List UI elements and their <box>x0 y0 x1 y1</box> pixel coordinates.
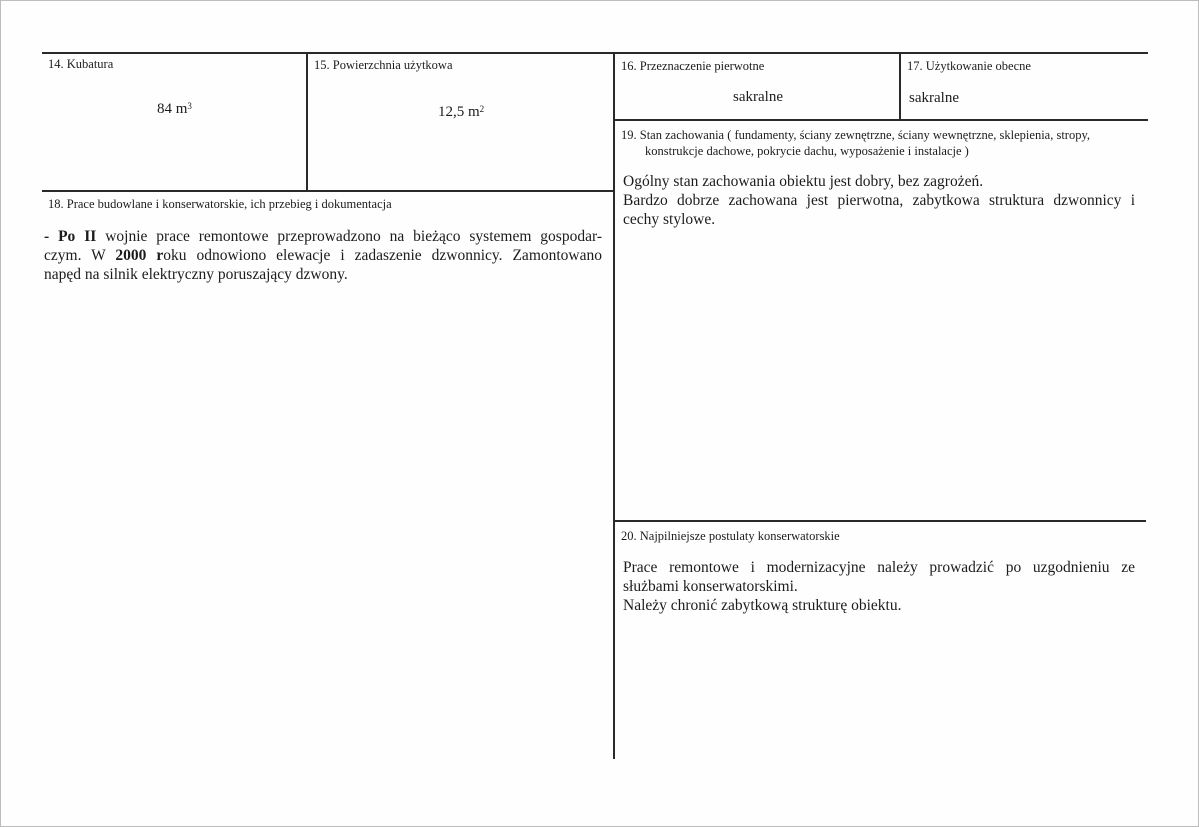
stan-label <box>621 127 1146 159</box>
rule-below-16-17 <box>615 119 1148 121</box>
powierzchnia-value: 12,5 $m^2$ <box>438 104 485 120</box>
postulaty-line-1: Prace remontowe i modernizacyjne należy prowadzić po uzgodnieniu ze <box>623 559 1135 576</box>
center-divider <box>613 52 615 759</box>
powierzchnia-label: 15. Powierzchnia użytkowa <box>314 58 453 72</box>
postulaty-label: 20. Najpilniejsze postulaty konserwatorskie <box>621 529 840 543</box>
kubatura-label: 14. Kubatura <box>48 57 114 71</box>
stan-line-3: cechy stylowe. <box>623 211 716 228</box>
stan-label-line-1: 19. Stan zachowania ( fundamenty, ściany zewnętrzne, ściany wewnętrzne, sklepienia, stropy, <box>621 128 1091 142</box>
stan-text <box>623 172 1135 229</box>
stan-line-1: Ogólny stan zachowania obiektu jest dobry, bez zagrożeń. <box>623 173 984 190</box>
divider-14-15 <box>306 52 308 191</box>
stan-line-2: Bardzo dobrze zachowana jest pierwotna, zabytkowa struktura dzwonnicy i <box>623 192 1135 209</box>
uzytkowanie-value: sakralne <box>909 90 959 106</box>
top-rule <box>42 52 1148 54</box>
postulaty-line-3: Należy chronić zabytkową strukturę obiektu. <box>623 597 902 614</box>
postulaty-line-2: służbami konserwatorskimi. <box>623 578 798 595</box>
przeznaczenie-value: sakralne <box>733 89 783 105</box>
rule-above-20 <box>615 520 1146 522</box>
przeznaczenie-label: 16. Przeznaczenie pierwotne <box>621 59 765 73</box>
kubatura-value: 84 $m^3$ <box>157 101 192 117</box>
prace-text <box>44 227 602 284</box>
rule-above-18 <box>42 190 615 192</box>
postulaty-text <box>623 558 1135 615</box>
prace-line-3: napęd na silnik elektryczny poruszający dzwony. <box>44 266 348 283</box>
stan-label-line-2: konstrukcje dachowe, pokrycie dachu, wyposażenie i instalacje ) <box>645 144 969 158</box>
prace-line-1: - Po II wojnie prace remontowe przeprowadzono na bieżąco systemem gospodar- <box>44 228 602 245</box>
prace-line-2: czym. W 2000 roku odnowiono elewacje i zadaszenie dzwonnicy. Zamontowano <box>44 247 603 264</box>
uzytkowanie-label: 17. Użytkowanie obecne <box>907 59 1031 73</box>
prace-label: 18. Prace budowlane i konserwatorskie, ich przebieg i dokumentacja <box>48 197 392 211</box>
divider-16-17 <box>899 52 901 120</box>
